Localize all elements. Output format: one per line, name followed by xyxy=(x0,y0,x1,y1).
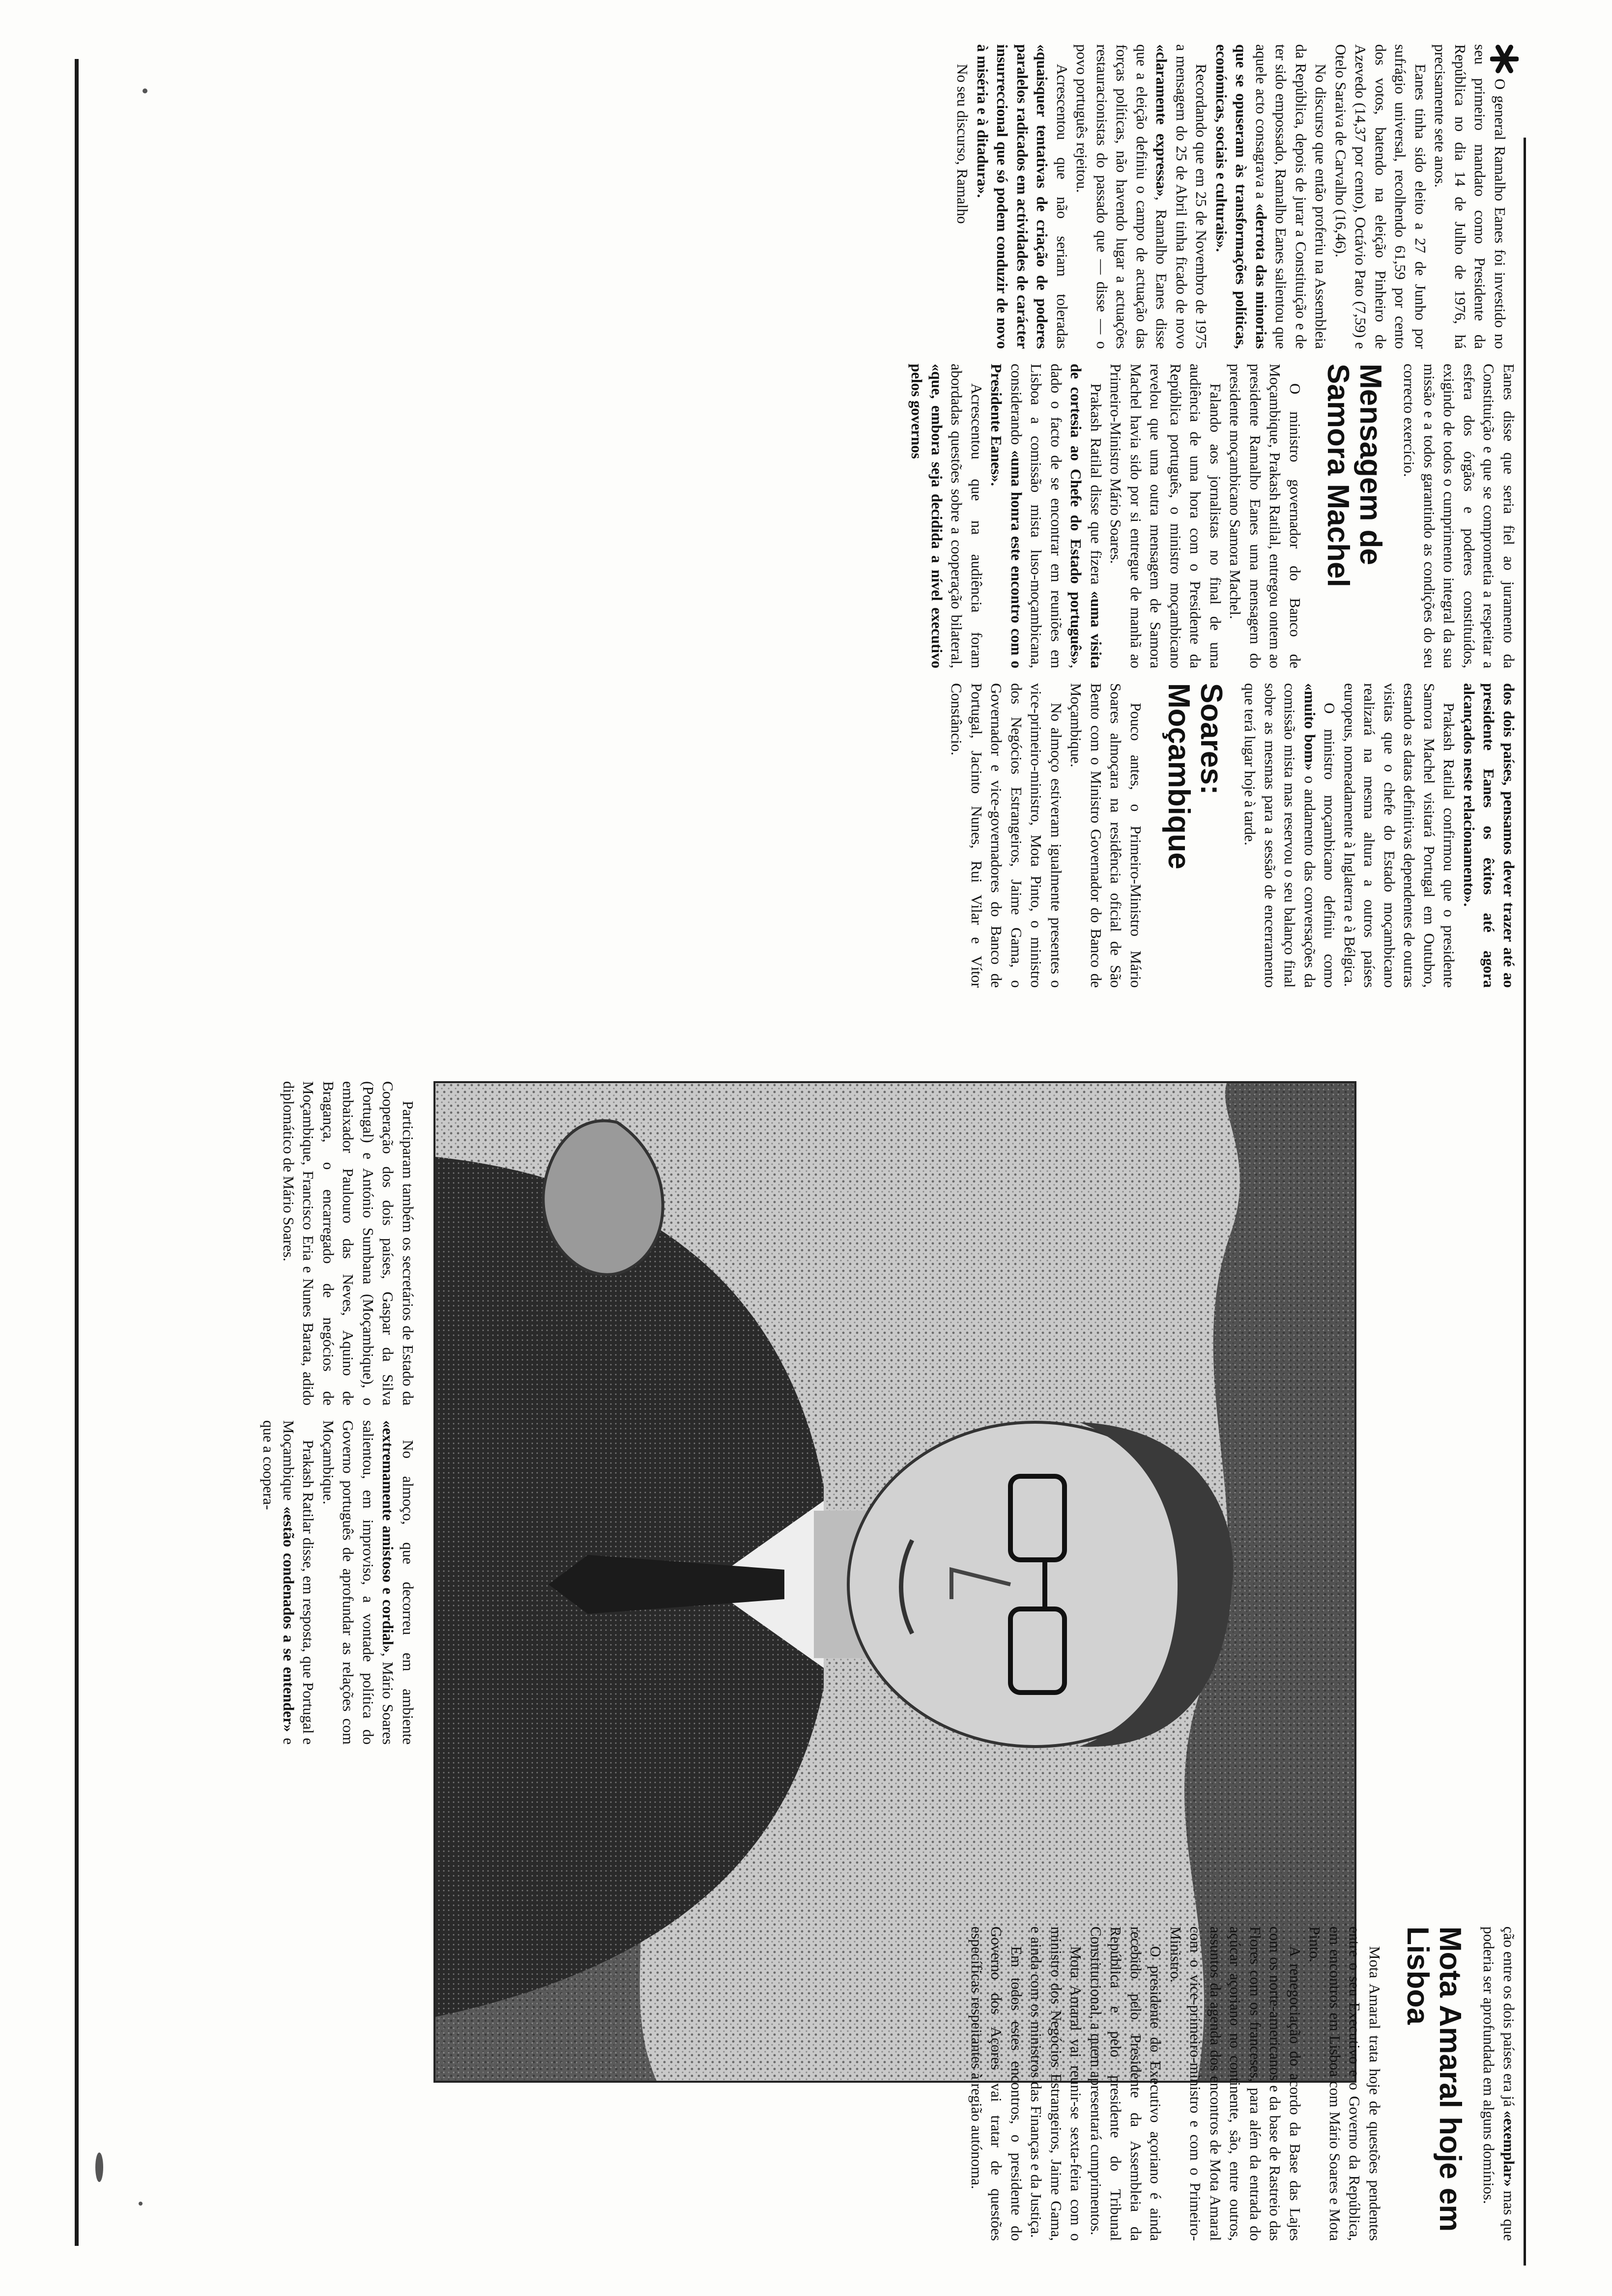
col3-p3-text2: o andamento das conversações da comissão mista mas reservou o seu balanço final sobre as mesmas para a sessão de encerramento que terá lugar hoje à tarde. xyxy=(1241,683,1319,988)
heading-samora-machel: Mensagem de Samora Machel xyxy=(1321,364,1387,587)
col2-p5 xyxy=(907,364,986,668)
column-1 xyxy=(952,44,1519,349)
col1-p6: No seu discurso, Ramalho xyxy=(954,64,972,224)
column-3 xyxy=(947,683,1519,988)
col2-p4 xyxy=(986,364,1106,668)
col6-p6: Em todos estes encontros, o presidente do Governo dos Açores vai tratar de questões específicas respeitantes à região autónoma. xyxy=(968,1926,1025,2241)
col1-p5 xyxy=(973,44,1072,349)
col2-p5-quote: «que, embora seja decidida a nível executivo pelos governos xyxy=(908,364,946,668)
top-rule xyxy=(1524,138,1526,2266)
col2-p4-quote: «uma visita de cortesia ao Chefe do Estado português» xyxy=(1067,364,1105,668)
col3-p4: Pouco antes, o Primeiro-Ministro Mário Soares almoçara na residência oficial de São Bento com o Ministro Governador do Banco de Moçambique. xyxy=(1067,683,1145,988)
col2-p2: O ministro governador do Banco de Moçambique, Prakash Ratilal, entregou ontem ao presidente Ramalho Eanes uma mensagem do presidente moçambicano Samora Machel. xyxy=(1227,364,1304,668)
bottom-rule xyxy=(75,59,79,2246)
col1-p1: O general Ramalho Eanes foi investido no seu primeiro mandato como Presidente da República no dia 14 de Julho de 1976, há precisamente sete anos. xyxy=(1432,44,1509,349)
col6-p3: A renegociação do acordo da Base das Lajes com os norte-americanos e da base de Rastreio das Flores com os franceses, para além da entrada do açúcar açoriano no continente, são, entre outros, assuntos da agenda dos encontros de Mota Amaral com o vice-primeiro-ministro e com o Primeiro-Ministro. xyxy=(1167,1926,1304,2241)
col1-p3-text: No discurso que então proferiu na Assembleia da República, depois de jurar a Constituição e de ter sido empossado, Ramalho Eanes salientou que aquele acto consagrava a xyxy=(1253,44,1330,349)
col2-p4-quote2: «uma honra este encontro com o Presidente Eanes». xyxy=(988,364,1025,668)
col1-p5-text: Acrescentou que não seriam toleradas xyxy=(1054,64,1071,349)
col2-p4-text: Prakash Ratilal disse que fizera xyxy=(1088,383,1105,591)
col3-p5: No almoço estiveram igualmente presentes o vice-primeiro-ministro, Mota Pinto, o ministro dos Negócios Estrangeiros, Jaime Gama, o Governador e vice-governadores do Banco de Portugal, Jacinto Nunes, Rui Vilar e Vítor Constâncio. xyxy=(948,683,1065,988)
col1-p4 xyxy=(1072,44,1211,349)
column-4 xyxy=(279,1081,418,1406)
col5-p2 xyxy=(259,1420,318,1745)
col2-p3: Falando aos jornalistas no final de uma audiência de uma hora com o Presidente da República português, o ministro moçambicano revelou que uma outra mensagem de Samora Machel havia sido por si entregue de manhã ao Primeiro-Ministro Mário Soares. xyxy=(1107,364,1224,668)
col2-p1: Eanes disse que seria fiel ao juramento da Constituição e que se comprometia a respeitar a esfera dos órgãos e poderes constituídos, exigindo de todos o cumprimento integral da sua missão e a todos garantindo as condições do seu correcto exercício. xyxy=(1401,364,1518,668)
col6-p1-text2: mas que poderia ser aprofundada em alguns domínios. xyxy=(1480,1926,1518,2241)
col2-p4-text2: , dado o facto de se encontrar em reuniões em Lisboa a comissão mista luso-moçambicana, considerando xyxy=(1008,364,1085,668)
col1-p2: Eanes tinha sido eleito a 27 de Junho por sufrágio universal, recolhendo 61,59 por cento dos votos, batendo na eleição Pinheiro de Azevedo (14,37 por cento), Octávio Pato (7,59) e Otelo Saraiva de Carvalho (16,46). xyxy=(1332,44,1429,349)
heading-soares-mocambique: Soares: Moçambique xyxy=(1162,683,1228,869)
col6-p1 xyxy=(1479,1926,1519,2241)
col3-p1-quote: dos dois países, pensamos dever trazer até ao presidente Eanes os êxitos até agora alcançados neste relacionamento». xyxy=(1461,683,1518,988)
col6-p5: Mota Amaral vai reunir-se sexta-feira com o ministro dos Negócios Estrangeiros, Jaime Gama, e ainda com os ministros das Finanças e da Justiça. xyxy=(1028,1926,1085,2241)
col5-p1-text: No almoço, que decorreu em ambiente xyxy=(400,1440,417,1745)
col2-p5-text: Acrescentou que na audiência foram abordadas questões sobre a cooperação bilateral, xyxy=(948,364,985,668)
col3-p2: Prakash Ratilal confirmou que o presidente Samora Machel visitará Portugal em Outubro, estando as datas definitivas dependentes de outras visitas que o chefe do Estado moçambicano realizará na mesma altura a outros países europeus, nomeadamente à Inglaterra e à Bélgica. xyxy=(1341,683,1458,988)
col1-p4-quote: «claramente expressa» xyxy=(1153,44,1171,197)
col3-p3-text: O ministro moçambicano definiu como xyxy=(1321,703,1339,988)
column-5 xyxy=(259,1420,418,1745)
col5-p2-quote: «estão condenados a se entender» xyxy=(280,1506,297,1732)
col5-p1 xyxy=(318,1420,418,1745)
heading-mota-amaral: Mota Amaral hoje em Lisboa xyxy=(1401,1926,1467,2232)
col3-p3-quote: «muito bom» xyxy=(1301,683,1319,771)
column-2 xyxy=(907,364,1519,668)
col1-p4-text2: , Ramalho Eanes disse que a eleição definiu o campo de actuação das forças políticas, não havendo lugar a actuações restauracionistas do passado que — disse — o povo português rejeitou. xyxy=(1073,44,1171,349)
col1-p3 xyxy=(1211,44,1331,349)
asterisk-icon xyxy=(1490,44,1519,74)
scan-speck xyxy=(95,2152,103,2182)
column-6 xyxy=(967,1926,1519,2241)
col1-p3-quote: «derrota das minorias que se opuseram às transformações políticas, económicas, sociais e culturais». xyxy=(1213,44,1270,349)
col1-p4-text: Recordando que em 25 de Novembro de 1975 a mensagem do 25 de Abril tinha ficado de novo xyxy=(1173,44,1210,349)
scan-speck xyxy=(143,88,147,93)
col5-p2-text2: e que a coopera- xyxy=(260,1420,297,1745)
col6-p1-text: ção entre os dois países era já xyxy=(1500,1926,1518,2111)
col6-p4: O presidente do Executivo açoriano é ainda recebido pelo Presidente da Assembleia da República e pelo presidente do Tribunal Constitucional, a quem apresentará cumprimentos. xyxy=(1088,1926,1165,2241)
scan-speck xyxy=(139,2202,143,2206)
col6-p1-quote: «exemplar» xyxy=(1500,2110,1518,2187)
col1-p5-quote: «quaisquer tentativas de criação de poderes paralelos radicados em actividades de carácter insurreccional que só podem conduzir de novo à miséria e à ditadura». xyxy=(974,44,1051,349)
col5-p1-text2: , Mário Soares salientou, em improviso, a vontade política do Governo português de aprofundar as relações com Moçambique. xyxy=(320,1420,397,1745)
col3-p1 xyxy=(1459,683,1519,988)
col5-p2-text: Prakash Ratilar disse, em resposta, que Portugal e Moçambique xyxy=(280,1420,317,1745)
col5-p1-quote: «extremamente amistoso e cordial» xyxy=(379,1420,397,1653)
col4-p1: Participaram também os secretários de Estado da Cooperação dos dois países, Gaspar da Silva (Portugal) e António Sumbana (Moçambique), o embaixador Paulouro das Neves, Aquino de Bragança, o encarregado de negócios de Moçambique, Francisco Eria e Nunes Barata, adido diplomático de Mário Soares. xyxy=(280,1081,417,1406)
lead-paragraph xyxy=(1430,44,1519,349)
col3-p3 xyxy=(1240,683,1340,988)
col6-p2: Mota Amaral trata hoje de questões pendentes entre o seu Executivo e o Governo da República, em encontros em Lisboa com Mário Soares e Mota Pinto. xyxy=(1306,1926,1383,2241)
